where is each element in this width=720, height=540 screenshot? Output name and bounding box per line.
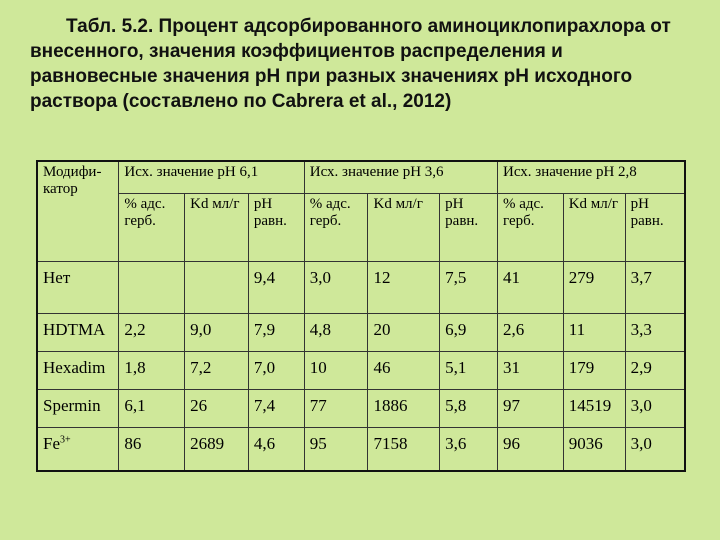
table-cell: 7,4 [248, 389, 304, 427]
subheader-ads: % адс. герб. [304, 193, 368, 261]
table-row [37, 389, 685, 427]
table-cell: 86 [119, 427, 185, 471]
table-cell: 1886 [368, 389, 440, 427]
table-cell: 1,8 [119, 351, 185, 389]
row-label [37, 427, 119, 471]
data-table [36, 160, 686, 472]
subheader-ads: % адс. герб. [497, 193, 563, 261]
group-header-ph61: Исх. значение рН 6,1 [119, 161, 304, 193]
table-cell: 46 [368, 351, 440, 389]
table-cell: 7,5 [440, 261, 498, 313]
subheader-ads: % адс. герб. [119, 193, 185, 261]
table-cell: 77 [304, 389, 368, 427]
table-row [37, 313, 685, 351]
subheader-kd: Kd мл/г [563, 193, 625, 261]
row-label: HDTMA [37, 313, 119, 351]
table-cell: 97 [497, 389, 563, 427]
table-cell: 179 [563, 351, 625, 389]
table-cell: 2689 [185, 427, 249, 471]
table-cell: 6,9 [440, 313, 498, 351]
table-cell: 20 [368, 313, 440, 351]
table-cell: 3,7 [625, 261, 685, 313]
table-cell: 3,6 [440, 427, 498, 471]
table-cell: 5,8 [440, 389, 498, 427]
table-cell: 279 [563, 261, 625, 313]
subheader-kd: Kd мл/г [185, 193, 249, 261]
group-header-ph36: Исх. значение рН 3,6 [304, 161, 497, 193]
subheader-ph-eq: рН равн. [248, 193, 304, 261]
row-label: Hexadim [37, 351, 119, 389]
table-row [37, 351, 685, 389]
row-label-text: Fe [43, 433, 60, 453]
table-cell: 31 [497, 351, 563, 389]
row-label: Нет [37, 261, 119, 313]
table-row [37, 427, 685, 471]
table-cell: 7,2 [185, 351, 249, 389]
table-cell: 95 [304, 427, 368, 471]
table-cell: 5,1 [440, 351, 498, 389]
table-cell: 2,6 [497, 313, 563, 351]
table-cell: 7,9 [248, 313, 304, 351]
subheader-ph-eq: рН равн. [440, 193, 498, 261]
table-cell: 9,0 [185, 313, 249, 351]
group-header-ph28: Исх. значение рН 2,8 [497, 161, 685, 193]
table-cell: 3,0 [304, 261, 368, 313]
table-cell: 7158 [368, 427, 440, 471]
table-cell: 7,0 [248, 351, 304, 389]
table-cell [185, 261, 249, 313]
subheader-ph-eq: рН равн. [625, 193, 685, 261]
table-cell: 3,3 [625, 313, 685, 351]
table-cell: 14519 [563, 389, 625, 427]
table-cell: 12 [368, 261, 440, 313]
table-cell: 6,1 [119, 389, 185, 427]
table-cell: 4,8 [304, 313, 368, 351]
table-cell [119, 261, 185, 313]
table-cell: 10 [304, 351, 368, 389]
corner-header: Модифи-катор [37, 161, 119, 261]
table-cell: 11 [563, 313, 625, 351]
subheader-kd: Kd мл/г [368, 193, 440, 261]
table-caption-text: Табл. 5.2. Процент адсорбированного аминоциклопирахлора от внесенного, значения коэффициентов распределения и равновесные значения рН при разных значениях рН исходного раствора (составлено по Cabrera et al., 2012) [30, 16, 671, 112]
table-caption [30, 14, 690, 114]
row-label-superscript: 3+ [60, 433, 71, 445]
table-cell: 4,6 [248, 427, 304, 471]
table-cell: 9,4 [248, 261, 304, 313]
table-row [37, 261, 685, 313]
row-label: Spermin [37, 389, 119, 427]
table-cell: 41 [497, 261, 563, 313]
table-cell: 3,0 [625, 427, 685, 471]
table-cell: 96 [497, 427, 563, 471]
table-cell: 3,0 [625, 389, 685, 427]
table-cell: 2,2 [119, 313, 185, 351]
table-cell: 2,9 [625, 351, 685, 389]
table-cell: 9036 [563, 427, 625, 471]
table-cell: 26 [185, 389, 249, 427]
